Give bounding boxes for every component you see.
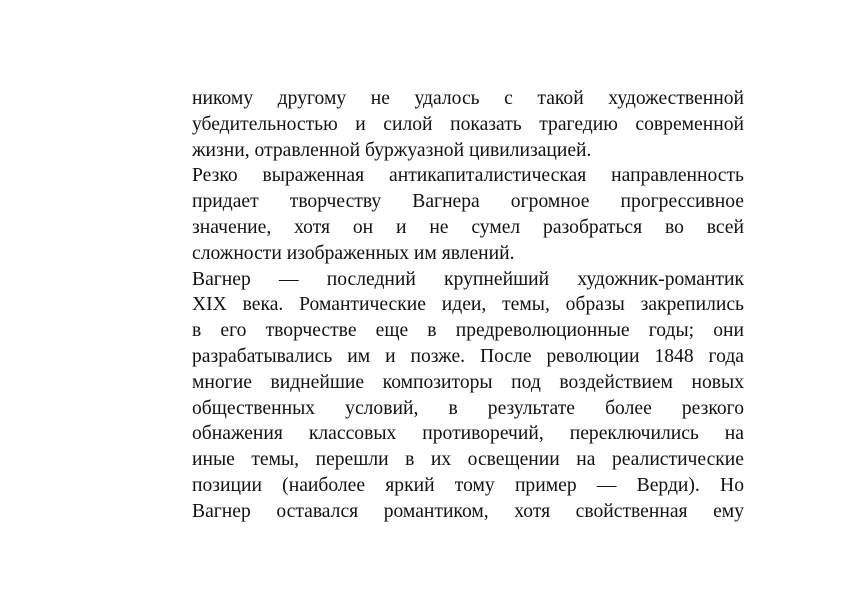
text-line: XIX века. Романтические идеи, темы, образы закрепились: [192, 294, 744, 316]
text-line: обнажения классовых противоречий, переключились на: [192, 423, 744, 445]
text-line: жизни, отравленной буржуазной цивилизацией.: [192, 139, 592, 161]
text-line: сложности изображенных им явлений.: [192, 242, 515, 264]
text-line: позиции (наиболее яркий тому пример — Верди). Но: [192, 474, 744, 496]
text-line: общественных условий, в результате более резкого: [192, 397, 744, 419]
text-line: Резко выраженная антикапиталистическая направленность: [192, 165, 744, 187]
text-line: придает творчеству Вагнера огромное прогрессивное: [192, 191, 744, 213]
text-line: многие виднейшие композиторы под воздействием новых: [192, 371, 744, 393]
text-line: в его творчестве еще в предреволюционные годы; они: [192, 320, 744, 342]
text-line: Вагнер — последний крупнейший художник-романтик: [192, 268, 744, 290]
text-line: значение, хотя он и не сумел разобраться во всей: [192, 216, 744, 238]
text-line: разрабатывались им и позже. После революции 1848 года: [192, 345, 744, 367]
body-text: [192, 86, 744, 525]
text-line: иные темы, перешли в их освещении на реалистические: [192, 449, 744, 471]
text-line: убедительностью и силой показать трагедию современной: [192, 113, 744, 135]
text-line: Вагнер оставался романтиком, хотя свойственная ему: [192, 500, 744, 522]
text-line: никому другому не удалось с такой художественной: [192, 88, 744, 109]
